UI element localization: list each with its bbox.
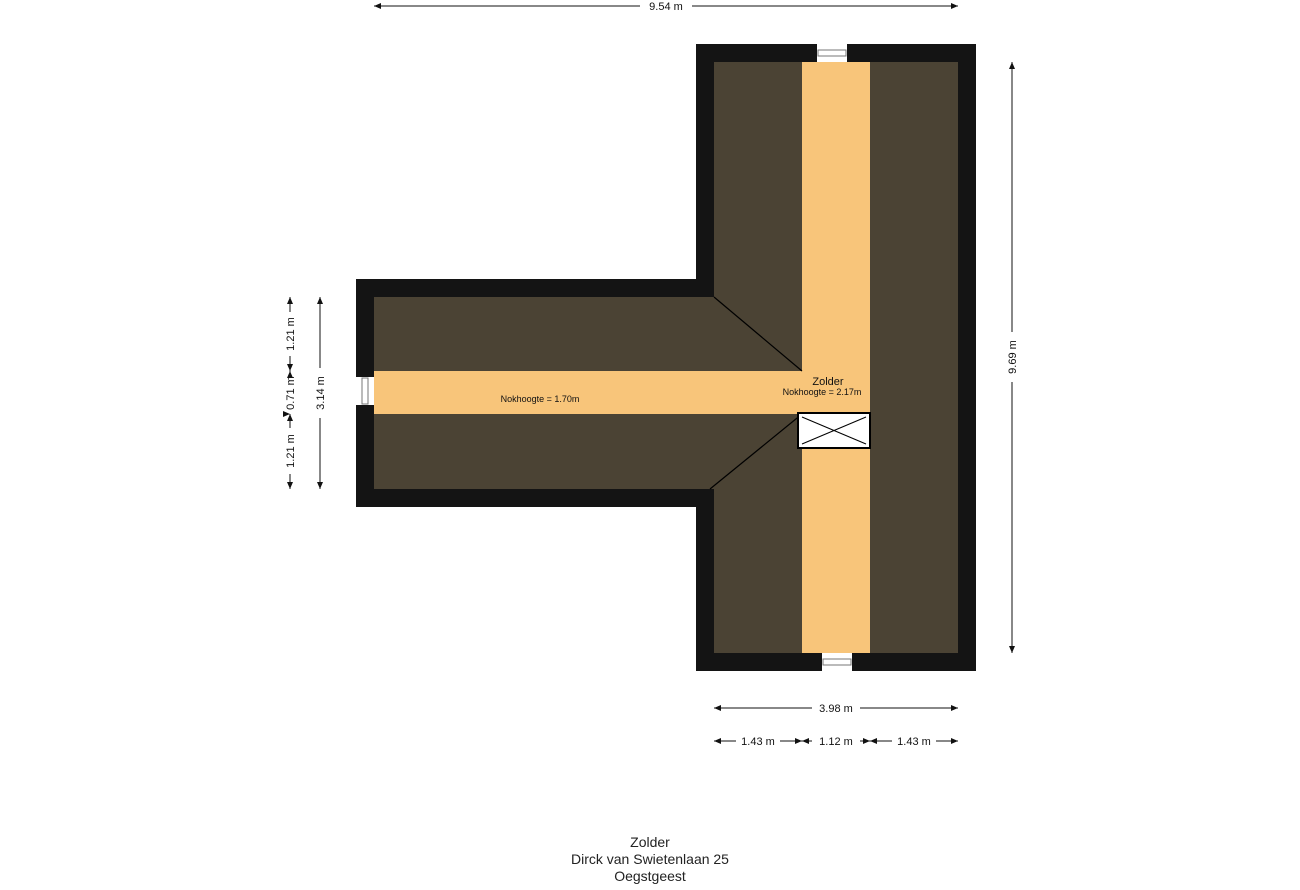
dimension-left-total-label: 3.14 m <box>315 376 327 410</box>
caption-city: Oegstgeest <box>614 868 686 884</box>
ridge-height-wing: Nokhoogte = 1.70m <box>500 394 580 404</box>
plan-caption <box>0 834 1300 885</box>
stair-hatch <box>798 413 870 448</box>
dimension-bottom-middle-label: 1.12 m <box>819 736 853 748</box>
dimension-top-width-label: 9.54 m <box>649 1 683 13</box>
window-bottom <box>822 653 852 671</box>
window-top <box>817 44 847 62</box>
dimension-right-height-label: 9.69 m <box>1007 340 1019 374</box>
caption-address: Dirck van Swietenlaan 25 <box>571 851 729 867</box>
ridge-floor-main <box>802 62 870 653</box>
dimension-bottom-right-label: 1.43 m <box>897 736 931 748</box>
dimension-bottom-left-label: 1.43 m <box>741 736 775 748</box>
room-name: Zolder <box>812 376 844 388</box>
dimension-left-total <box>315 297 327 489</box>
dimension-left-top-label: 1.21 m <box>285 317 297 351</box>
dimension-bottom-split <box>714 736 958 748</box>
window-left <box>356 377 374 405</box>
dimension-bottom-total <box>714 703 958 715</box>
dimension-right-height <box>1007 62 1019 653</box>
dimension-bottom-total-label: 3.98 m <box>819 703 853 715</box>
dimension-top-width <box>374 1 958 13</box>
dimension-left-middle-label: 0.71 m <box>285 376 297 410</box>
dimension-left-bottom-label: 1.21 m <box>285 434 297 468</box>
caption-floor-name: Zolder <box>630 834 670 850</box>
ridge-height-main: Nokhoogte = 2.17m <box>782 387 862 397</box>
dimension-left-split <box>285 297 297 489</box>
roof-slope-area <box>374 62 958 653</box>
ridge-floor-wing <box>374 371 802 414</box>
